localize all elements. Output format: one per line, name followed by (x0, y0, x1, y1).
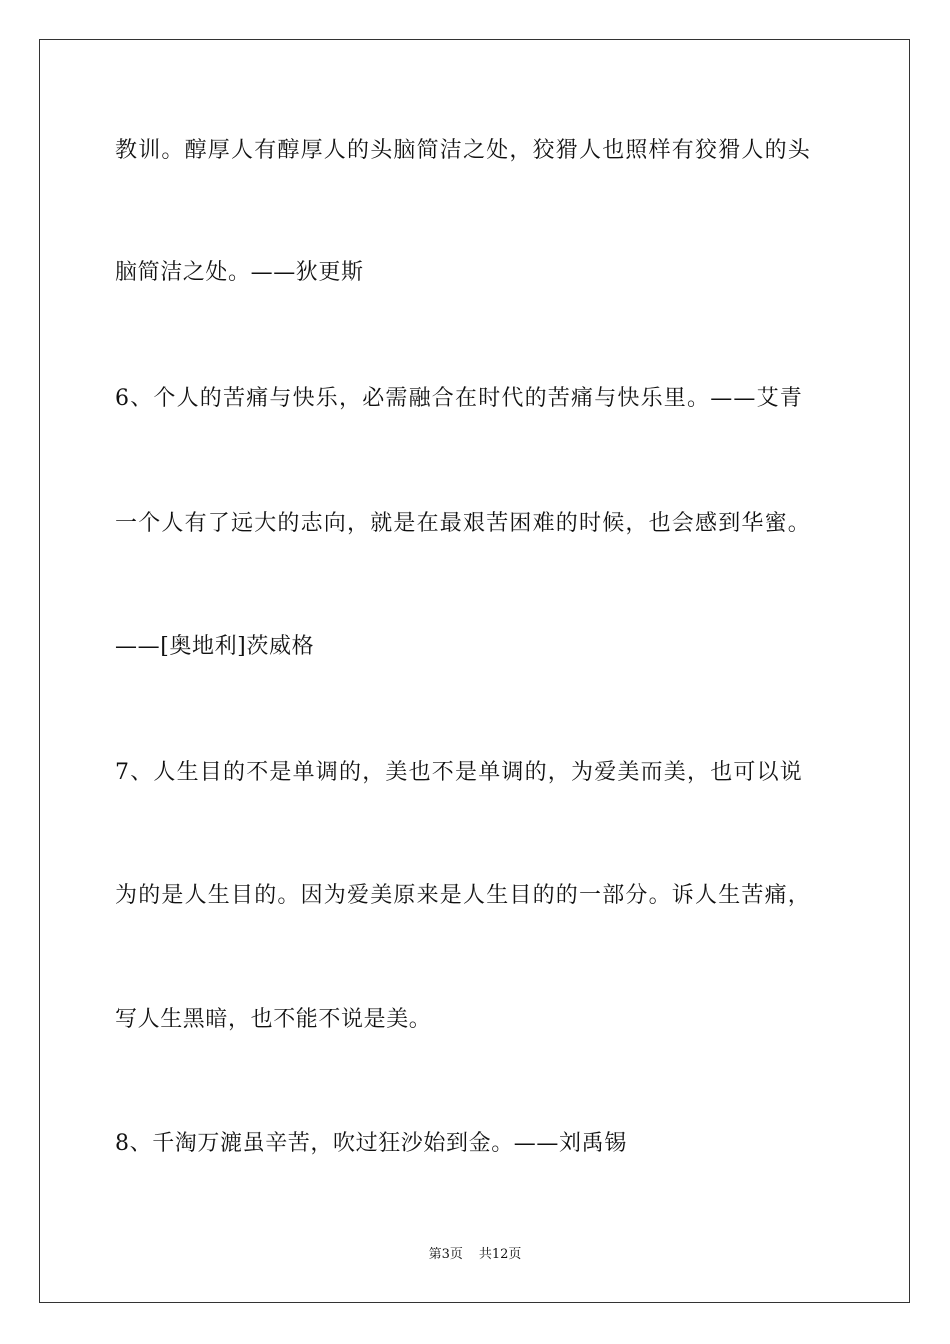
text-line: 7、人生目的不是单调的，美也不是单调的，为爱美而美，也可以说 (115, 760, 803, 785)
page-footer (0, 1246, 950, 1264)
text-line: ——[奥地利]茨威格 (115, 634, 315, 659)
page-number: 第3页 (428, 1247, 463, 1262)
page-border (39, 39, 910, 1303)
text-line: 写人生黑暗，也不能不说是美。 (115, 1007, 432, 1032)
text-line: 一个人有了远大的志向，就是在最艰苦困难的时候，也会感到华蜜。 (115, 511, 812, 536)
text-line: 教训。醇厚人有醇厚人的头脑简洁之处，狡猾人也照样有狡猾人的头 (115, 138, 812, 163)
text-line: 8、千淘万漉虽辛苦，吹过狂沙始到金。——刘禹锡 (115, 1131, 627, 1156)
text-line: 脑简洁之处。——狄更斯 (115, 260, 364, 285)
page-total: 共12页 (478, 1247, 522, 1262)
text-line: 为的是人生目的。因为爱美原来是人生目的的一部分。诉人生苦痛， (115, 883, 812, 908)
text-line: 6、个人的苦痛与快乐，必需融合在时代的苦痛与快乐里。——艾青 (115, 386, 803, 411)
